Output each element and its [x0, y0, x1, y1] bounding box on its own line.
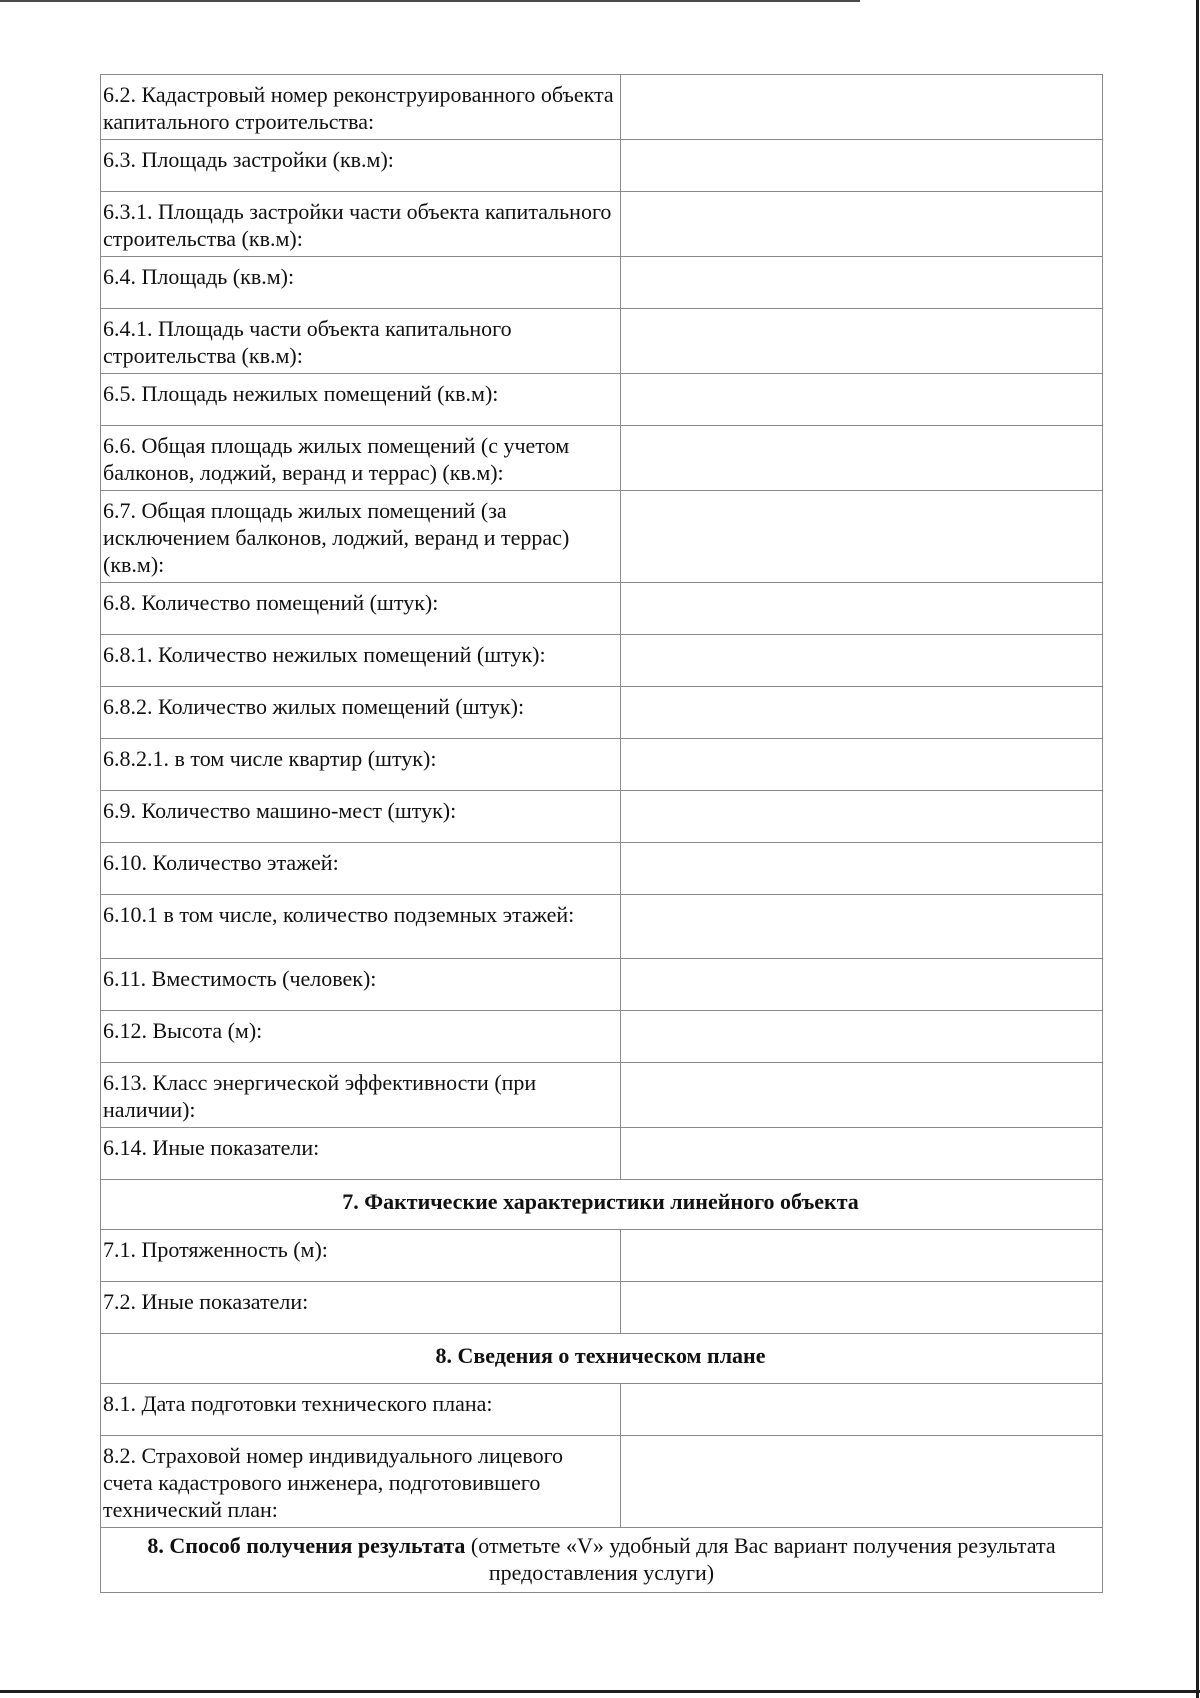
field-value-cell[interactable]: [621, 1063, 1103, 1128]
section7-header: [101, 1180, 1103, 1230]
field-label: 6.4.1. Площадь части объекта капитального строительства (кв.м):: [101, 309, 621, 374]
section8-title: 8. Сведения о техническом плане: [435, 1343, 766, 1368]
scan-edge-right: [1196, 0, 1199, 1698]
field-value-cell[interactable]: [621, 309, 1103, 374]
field-value-cell[interactable]: [621, 75, 1103, 140]
field-label: 6.5. Площадь нежилых помещений (кв.м):: [101, 374, 621, 426]
characteristics-form-table: [100, 74, 1103, 1593]
form-row: [101, 1230, 1103, 1282]
form-row: [101, 843, 1103, 895]
result-method-header: [101, 1528, 1103, 1593]
form-row: [101, 895, 1103, 959]
field-label: 7.2. Иные показатели:: [101, 1282, 621, 1334]
field-label: 6.2. Кадастровый номер реконструированного объекта капитального строительства:: [101, 75, 621, 140]
part1-rows: [101, 75, 1103, 1180]
field-label: 7.1. Протяженность (м):: [101, 1230, 621, 1282]
field-value-cell[interactable]: [621, 791, 1103, 843]
field-value-cell[interactable]: [621, 1282, 1103, 1334]
field-label: 6.9. Количество машино-мест (штук):: [101, 791, 621, 843]
field-value-cell[interactable]: [621, 140, 1103, 192]
form-row: [101, 192, 1103, 257]
field-label: 6.12. Высота (м):: [101, 1011, 621, 1063]
field-value-cell[interactable]: [621, 426, 1103, 491]
form-row: [101, 1128, 1103, 1180]
field-label: 6.7. Общая площадь жилых помещений (за исключением балконов, лоджий, веранд и террас) (кв.м):: [101, 491, 621, 583]
section-header-cell: [101, 1180, 1103, 1230]
form-row: [101, 374, 1103, 426]
field-value-cell[interactable]: [621, 635, 1103, 687]
result-method-title: 8. Способ получения результата: [147, 1533, 466, 1558]
field-value-cell[interactable]: [621, 687, 1103, 739]
field-label: 6.8.2.1. в том числе квартир (штук):: [101, 739, 621, 791]
form-row: [101, 1282, 1103, 1334]
field-label: 6.6. Общая площадь жилых помещений (с учетом балконов, лоджий, веранд и террас) (кв.м):: [101, 426, 621, 491]
field-label: 6.13. Класс энергической эффективности (при наличии):: [101, 1063, 621, 1128]
scan-edge-bottom: [0, 1690, 1200, 1693]
form-row: [101, 1011, 1103, 1063]
field-label: 8.1. Дата подготовки технического плана:: [101, 1384, 621, 1436]
form-row: [101, 1384, 1103, 1436]
form-row: [101, 791, 1103, 843]
form-row: [101, 426, 1103, 491]
form-row: [101, 1063, 1103, 1128]
field-value-cell[interactable]: [621, 583, 1103, 635]
field-value-cell[interactable]: [621, 1384, 1103, 1436]
form-row: [101, 491, 1103, 583]
field-value-cell[interactable]: [621, 739, 1103, 791]
result-method-note: (отметьте «V» удобный для Вас вариант получения результата предоставления услуги): [465, 1533, 1056, 1585]
field-value-cell[interactable]: [621, 1128, 1103, 1180]
field-label: 6.8.2. Количество жилых помещений (штук):: [101, 687, 621, 739]
field-label: 6.8. Количество помещений (штук):: [101, 583, 621, 635]
result-method-cell: [101, 1528, 1103, 1593]
section8-rows: [101, 1384, 1103, 1528]
field-value-cell[interactable]: [621, 1011, 1103, 1063]
field-value-cell[interactable]: [621, 843, 1103, 895]
field-label: 6.11. Вместимость (человек):: [101, 959, 621, 1011]
form-row: [101, 635, 1103, 687]
field-label: 8.2. Страховой номер индивидуального лицевого счета кадастрового инженера, подготовившего технический план:: [101, 1436, 621, 1528]
form-row: [101, 257, 1103, 309]
field-label: 6.4. Площадь (кв.м):: [101, 257, 621, 309]
form-row: [101, 959, 1103, 1011]
field-value-cell[interactable]: [621, 1230, 1103, 1282]
section7-rows: [101, 1230, 1103, 1334]
field-value-cell[interactable]: [621, 192, 1103, 257]
field-label: 6.10. Количество этажей:: [101, 843, 621, 895]
section7-title: 7. Фактические характеристики линейного объекта: [342, 1189, 859, 1214]
field-label: 6.3. Площадь застройки (кв.м):: [101, 140, 621, 192]
field-value-cell[interactable]: [621, 374, 1103, 426]
form-row: [101, 687, 1103, 739]
field-value-cell[interactable]: [621, 257, 1103, 309]
field-label: 6.3.1. Площадь застройки части объекта капитального строительства (кв.м):: [101, 192, 621, 257]
field-label: 6.10.1 в том числе, количество подземных этажей:: [101, 895, 621, 959]
field-value-cell[interactable]: [621, 1436, 1103, 1528]
form-row: [101, 140, 1103, 192]
field-value-cell[interactable]: [621, 959, 1103, 1011]
field-label: 6.8.1. Количество нежилых помещений (штук):: [101, 635, 621, 687]
form-row: [101, 75, 1103, 140]
section8-header: [101, 1334, 1103, 1384]
form-row: [101, 739, 1103, 791]
field-label: 6.14. Иные показатели:: [101, 1128, 621, 1180]
field-value-cell[interactable]: [621, 895, 1103, 959]
form-row: [101, 1436, 1103, 1528]
scan-edge-top: [0, 0, 860, 2]
form-row: [101, 583, 1103, 635]
form-row: [101, 309, 1103, 374]
section-header-cell: [101, 1334, 1103, 1384]
field-value-cell[interactable]: [621, 491, 1103, 583]
